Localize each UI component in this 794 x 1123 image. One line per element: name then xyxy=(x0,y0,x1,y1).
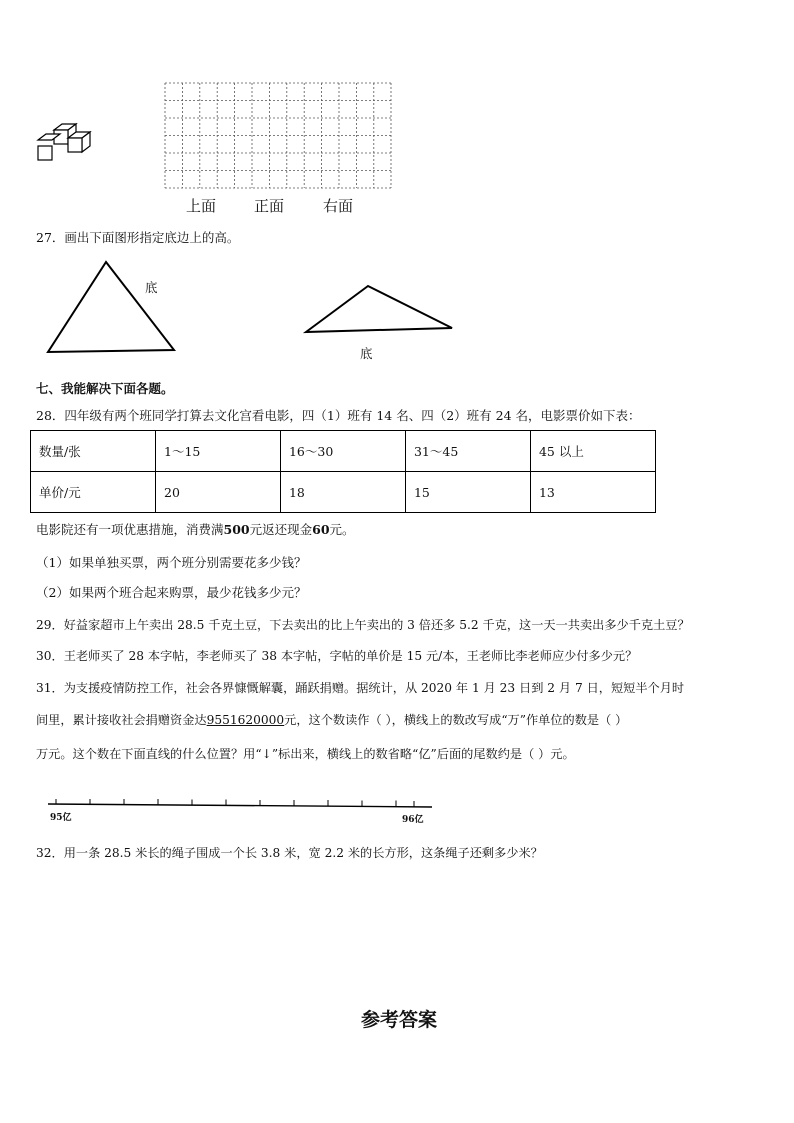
view-label-front: 正面 xyxy=(254,197,285,215)
table-cell: 18 xyxy=(280,472,405,513)
question-28-sub-1: （1）如果单独买票，两个班分别需要花多少钱？ xyxy=(36,555,307,570)
triangle-1 xyxy=(44,258,184,358)
question-27: 27．画出下面图形指定底边上的高。 xyxy=(36,230,240,245)
base-label-2: 底 xyxy=(360,346,373,361)
view-label-top: 上面 xyxy=(186,197,217,215)
number-line xyxy=(46,798,438,814)
q31-line2-post: 元，这个数读作（ ），横线上的数改写成“万”作单位的数是（ ） xyxy=(284,713,628,727)
table-cell: 13 xyxy=(530,472,655,513)
table-cell: 20 xyxy=(156,472,281,513)
question-31-line-2 xyxy=(36,712,627,728)
triangle-2 xyxy=(302,282,458,338)
question-31-line-1: 31．为支援疫情防控工作，社会各界慷慨解囊，踊跃捐赠。据统计，从 2020 年 1 月 23 日到 2 月 7 日，短短半个月时 xyxy=(36,681,685,695)
question-31-line-3: 万元。这个数在下面直线的什么位置？用“↓”标出来，横线上的数省略“亿”后面的尾数约是（ ）元。 xyxy=(36,747,575,761)
table-cell: 1～15 xyxy=(156,431,281,472)
dotted-grid xyxy=(164,82,392,190)
table-cell: 15 xyxy=(405,472,530,513)
section-7-heading: 七、我能解决下面各题。 xyxy=(36,381,174,396)
table-row xyxy=(31,472,656,513)
cube-figure xyxy=(36,122,96,164)
view-label-right: 右面 xyxy=(323,197,354,215)
answer-title: 参考答案 xyxy=(361,1009,438,1031)
q31-line2-pre: 间里，累计接收社会捐赠资金达 xyxy=(36,713,207,727)
price-table xyxy=(30,430,656,513)
table-cell: 31～45 xyxy=(405,431,530,472)
question-30: 30．王老师买了 28 本字帖，李老师买了 38 本字帖，字帖的单价是 15 元/本，王老师比李老师应少付多少元？ xyxy=(36,649,638,663)
discount-note xyxy=(36,522,355,538)
base-label-1: 底 xyxy=(145,280,158,295)
table-row xyxy=(31,431,656,472)
discount-post: 元。 xyxy=(329,522,355,537)
question-29: 29．好益家超市上午卖出 28.5 千克土豆，下去卖出的比上午卖出的 3 倍还多 5.2 千克，这一天一共卖出多少千克土豆？ xyxy=(36,618,690,632)
table-cell: 16～30 xyxy=(280,431,405,472)
discount-mid: 元返还现金 xyxy=(249,522,313,537)
question-28-sub-2: （2）如果两个班合起来购票，最少花钱多少元？ xyxy=(36,585,307,600)
discount-refund: 60 xyxy=(312,522,330,537)
donation-amount: 9551620000 xyxy=(206,713,285,727)
discount-amount: 500 xyxy=(223,522,250,537)
axis-label-95: 95亿 xyxy=(50,813,72,823)
question-28: 28．四年级有两个班同学打算去文化宫看电影，四（1）班有 14 名、四（2）班有 24 名，电影票价如下表： xyxy=(36,408,641,423)
axis-label-96: 96亿 xyxy=(402,815,424,825)
table-cell: 数量/张 xyxy=(31,431,156,472)
question-32: 32．用一条 28.5 米长的绳子围成一个长 3.8 米，宽 2.2 米的长方形，这条绳子还剩多少米？ xyxy=(36,846,543,860)
table-cell: 单价/元 xyxy=(31,472,156,513)
discount-pre: 电影院还有一项优惠措施，消费满 xyxy=(36,522,224,537)
table-cell: 45 以上 xyxy=(530,431,655,472)
